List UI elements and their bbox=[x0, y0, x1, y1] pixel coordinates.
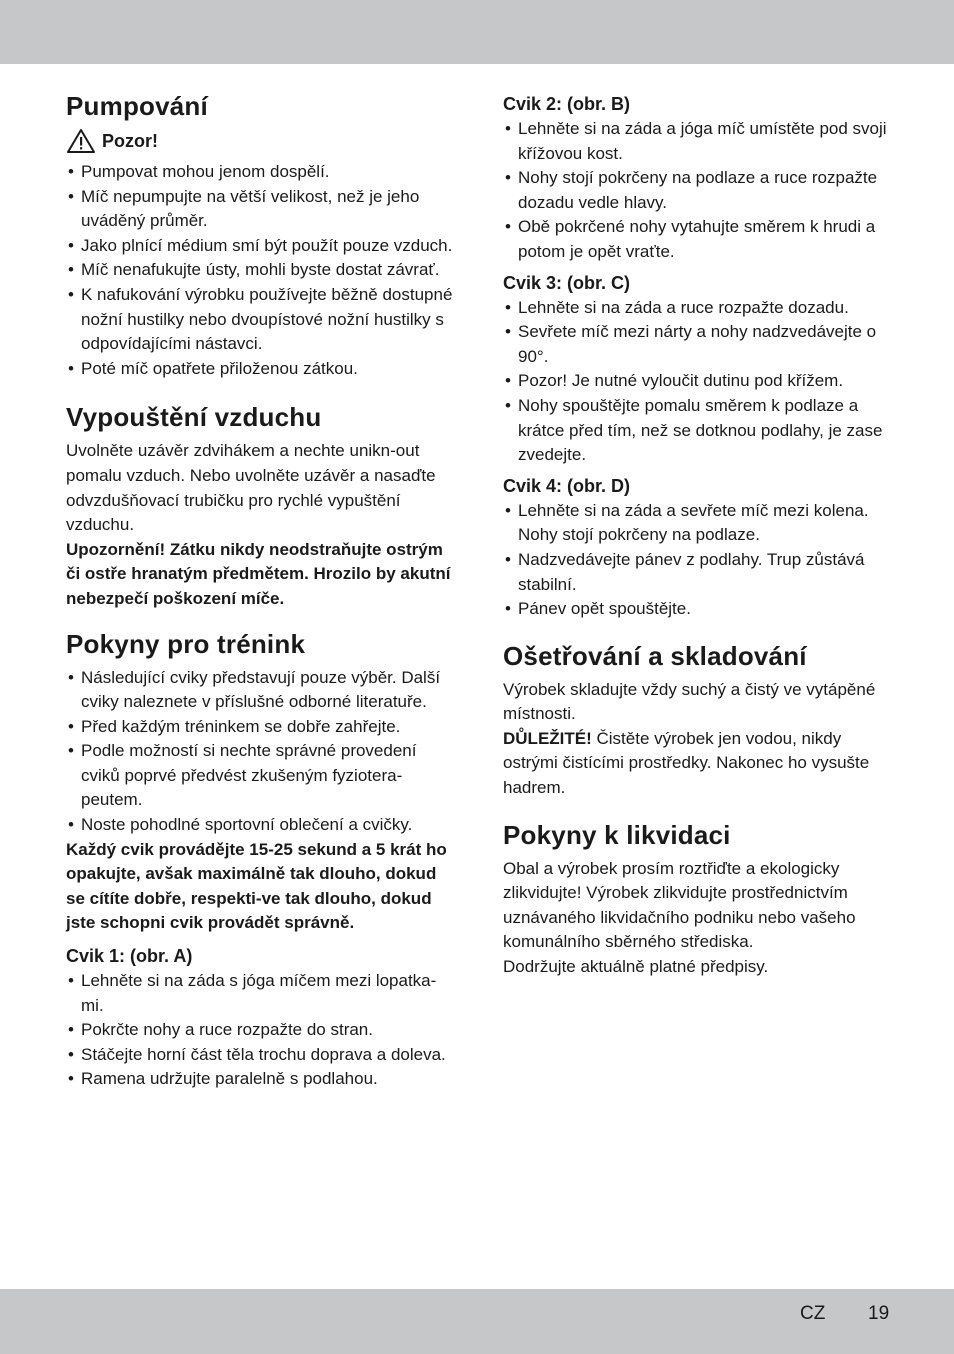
section-title-care: Ošetřování a skladování bbox=[503, 640, 807, 671]
care-important bbox=[503, 727, 895, 801]
footer-language: CZ bbox=[800, 1303, 826, 1324]
disposal-text: Obal a výrobek prosím roztřiďte a ekologicky zlikvidujte! Výrobek zlikvidujte prostřednictvím uznávaného likvidačního podniku nebo vašeho komunálního sběrného střediska. bbox=[503, 858, 856, 952]
exercise-1-title: Cvik 1: (obr. A) bbox=[66, 946, 193, 967]
warning-notice bbox=[66, 128, 458, 154]
exercise-1-list bbox=[66, 969, 458, 1092]
important-label: DŮLEŽITÉ! bbox=[503, 728, 592, 748]
exercise-4-title: Cvik 4: (obr. D) bbox=[503, 475, 631, 496]
section-title-release: Vypouštění vzduchu bbox=[66, 402, 322, 433]
list-item: • Noste pohodlné sportovní oblečení a cvičky. bbox=[66, 813, 458, 838]
list-item: • Pokrčte nohy a ruce rozpažte do stran. bbox=[66, 1018, 458, 1043]
list-item: • Stáčejte horní část těla trochu doprava a doleva. bbox=[66, 1043, 458, 1068]
list-item: • Sevřete míč mezi nárty a nohy nadzvedávejte o 90°. bbox=[503, 320, 895, 369]
list-item: • Následující cviky představují pouze výběr. Další cviky naleznete v příslušné odborné literatuře. bbox=[66, 666, 458, 715]
list-item: • Lehněte si na záda a jóga míč umístěte pod svoji křížovou kost. bbox=[503, 117, 895, 166]
section-title-pumping: Pumpování bbox=[66, 91, 208, 121]
list-item: • Nohy stojí pokrčeny na podlaze a ruce rozpažte dozadu vedle hlavy. bbox=[503, 166, 895, 215]
list-item: • Nohy spouštějte pomalu směrem k podlaze a krátce před tím, než se dotknou podlahy, je zase zvedejte. bbox=[503, 394, 895, 468]
exercise-4-list bbox=[503, 499, 895, 622]
list-item: • K nafukování výrobku používejte běžně dostupné nožní hustilky nebo dvoupístové nožní hustilky s odpovídajícími nástavci. bbox=[66, 283, 458, 357]
care-text: Výrobek skladujte vždy suchý a čistý ve vytápěné místnosti. bbox=[503, 679, 876, 724]
release-text: Uvolněte uzávěr zdvihákem a nechte unikn-out pomalu vzduch. Nebo uvolněte uzávěr a nasaďte odvzdušňovací trubičku pro rychlé vypuštění vzduchu. bbox=[66, 441, 436, 535]
list-item: • Míč nenafukujte ústy, mohli byste dostat závrať. bbox=[66, 258, 458, 283]
warning-label: Pozor! bbox=[102, 130, 158, 151]
pump-list bbox=[66, 160, 458, 381]
list-item: • Jako plnící médium smí být použít pouze vzduch. bbox=[66, 234, 458, 259]
list-item: • Pánev opět spouštějte. bbox=[503, 597, 895, 622]
warning-triangle-icon bbox=[66, 128, 96, 154]
list-item: • Pozor! Je nutné vyloučit dutinu pod křížem. bbox=[503, 369, 895, 394]
exercise-2-list bbox=[503, 117, 895, 265]
list-item: • Lehněte si na záda s jóga míčem mezi lopatka-mi. bbox=[66, 969, 458, 1018]
training-bold-text: Každý cvik provádějte 15-25 sekund a 5 krát ho opakujte, avšak maximálně tak dlouho, dokud se cítíte dobře, respekti-ve tak dlouho, dokud jste schopni cvik provádět správně. bbox=[66, 839, 447, 933]
section-title-training: Pokyny pro trénink bbox=[66, 628, 306, 659]
left-column bbox=[66, 90, 458, 1092]
exercise-2-title: Cvik 2: (obr. B) bbox=[503, 94, 631, 114]
list-item: • Poté míč opatřete přiloženou zátkou. bbox=[66, 357, 458, 382]
list-item: • Podle možností si nechte správné provedení cviků poprvé předvést zkušeným fyziotera-peutem. bbox=[66, 739, 458, 813]
page-number: 19 bbox=[868, 1303, 890, 1324]
list-item: • Pumpovat mohou jenom dospělí. bbox=[66, 160, 458, 185]
right-column bbox=[503, 92, 895, 980]
list-item: • Lehněte si na záda a ruce rozpažte dozadu. bbox=[503, 296, 895, 321]
list-item: • Lehněte si na záda a sevřete míč mezi kolena. Nohy stojí pokrčeny na podlaze. bbox=[503, 499, 895, 548]
training-list bbox=[66, 666, 458, 838]
list-item: • Ramena udržujte paralelně s podlahou. bbox=[66, 1067, 458, 1092]
list-item: • Nadzvedávejte pánev z podlahy. Trup zůstává stabilní. bbox=[503, 548, 895, 597]
section-title-disposal: Pokyny k likvidaci bbox=[503, 819, 731, 850]
header-band bbox=[0, 0, 954, 64]
exercise-3-list bbox=[503, 296, 895, 468]
release-warning: Upozornění! Zátku nikdy neodstraňujte ostrým či ostře hranatým předmětem. Hrozilo by akutní nebezpečí poškození míče. bbox=[66, 539, 451, 608]
disposal-text-2: Dodržujte aktuálně platné předpisy. bbox=[503, 957, 769, 977]
list-item: • Míč nepumpujte na větší velikost, než je jeho uváděný průměr. bbox=[66, 185, 458, 234]
list-item: • Před každým tréninkem se dobře zahřejte. bbox=[66, 715, 458, 740]
important-text: Čistěte výrobek jen vodou, nikdy ostrými čistícími prostředky. Nakonec ho vysušte hadrem. bbox=[503, 728, 870, 798]
exercise-3-title: Cvik 3: (obr. C) bbox=[503, 272, 631, 293]
list-item: • Obě pokrčené nohy vytahujte směrem k hrudi a potom je opět vraťte. bbox=[503, 215, 895, 264]
